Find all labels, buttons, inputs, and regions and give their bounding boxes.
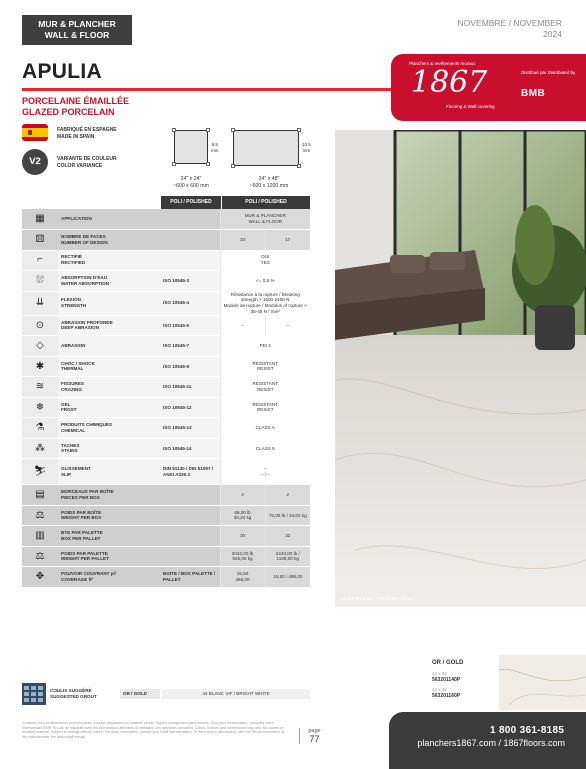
category-badge xyxy=(22,15,132,45)
spec-value-line: – xyxy=(241,322,244,328)
made-in-fr: FABRIQUÉ EN ESPAGNE xyxy=(57,127,117,133)
color-code: 563201140P xyxy=(432,677,461,683)
spec-label-en: RECTIFIED xyxy=(61,260,86,266)
spec-label-fr: GLISSEMENT xyxy=(61,465,91,471)
subtitle-fr: PORCELAINE ÉMAILLÉE xyxy=(22,96,130,106)
spec-value-line: PEI 4 xyxy=(259,343,271,349)
made-in-label xyxy=(57,127,117,140)
date-year: 2024 xyxy=(543,29,562,39)
spec-label xyxy=(58,356,160,377)
spec-value-line: YES xyxy=(260,260,270,266)
absorption-icon: ⛆ xyxy=(22,271,58,292)
spec-label-fr: BTE PAR PALETTE xyxy=(61,530,103,536)
room-photo xyxy=(335,130,586,607)
color-size: 24 x 48 xyxy=(432,687,447,692)
thickness-a-value: 9.5 xyxy=(211,142,218,147)
spec-standard xyxy=(160,250,220,271)
spec-value-line: 33 xyxy=(239,236,246,242)
spec-value-line: CLASS 5 xyxy=(255,445,275,451)
spec-label-fr: FISSURES xyxy=(61,381,84,387)
spec-label-fr: ABRASION PROFONDE xyxy=(61,319,113,325)
spec-label-fr: PRODUITS CHIMIQUES xyxy=(61,422,113,428)
spec-value xyxy=(220,209,310,230)
spec-standard: ISO 10545-6 xyxy=(160,315,220,336)
category-en: WALL & FLOOR xyxy=(44,30,110,40)
spec-standard: ISO 10545-14 xyxy=(160,438,220,459)
faces-icon: ⚄ xyxy=(22,230,58,251)
spec-label xyxy=(58,209,160,230)
spec-label xyxy=(58,230,160,251)
spec-value xyxy=(220,505,265,526)
brand-number: 1867 xyxy=(411,65,488,100)
spec-value-line: Résistance à la rupture / Breaking strength > 1600-2400 N xyxy=(230,291,300,303)
spec-standard xyxy=(160,209,220,230)
spec-row xyxy=(22,271,310,292)
spec-value-b: – xyxy=(265,315,310,336)
grout-label xyxy=(50,688,97,700)
spec-standard xyxy=(160,526,220,547)
spec-standard xyxy=(160,546,220,567)
spec-label-en: FROST xyxy=(61,407,77,413)
spec-label xyxy=(58,377,160,398)
spec-value-line: 66,00 lb xyxy=(234,509,251,515)
product-title: APULIA xyxy=(22,60,102,83)
spec-label-en: PIECES PER BOX xyxy=(61,494,100,500)
spec-label-fr: APPLICATION xyxy=(61,216,92,222)
spec-row xyxy=(22,291,310,315)
spec-value-line: CLASS A xyxy=(255,425,275,431)
spec-label-fr: POUVOIR COUVRANT pi² xyxy=(61,571,117,577)
dimension-a-in: 24" x 24" xyxy=(180,176,202,182)
spec-row xyxy=(22,230,310,251)
spec-value xyxy=(220,315,265,336)
spec-row xyxy=(22,438,310,459)
brand-distributed: Distribué par Distributed by xyxy=(521,70,576,75)
spec-label-fr: CHOC / SHOCK xyxy=(61,360,95,366)
dimension-a-mm: ~600 x 600 mm xyxy=(173,182,209,189)
dimension-b xyxy=(239,176,299,189)
spec-value xyxy=(220,485,265,506)
distributor-logo: BMB xyxy=(521,88,546,99)
spec-table xyxy=(22,209,310,588)
spec-row xyxy=(22,336,310,357)
spec-label xyxy=(58,336,160,357)
spec-label xyxy=(58,271,160,292)
stains-icon: ⁂ xyxy=(22,438,58,459)
spec-value-line: RESIST xyxy=(256,407,274,413)
spec-value-line: 465,00 xyxy=(235,576,250,582)
spec-label-fr: POIDS PAR PALETTE xyxy=(61,550,108,556)
abrasion-deep-icon: ⊙ xyxy=(22,315,58,336)
spec-row xyxy=(22,526,310,547)
grout-label-fr: COULIS SUGGÉRÉ xyxy=(50,688,92,693)
spec-row xyxy=(22,485,310,506)
spec-standard: DIN 51130 / DIN 51097 / ANSI A326.3 xyxy=(160,459,220,485)
coverage-icon: ✥ xyxy=(22,567,58,588)
spec-label-fr: ABRASION xyxy=(61,343,86,349)
spec-value-line: 15,50 xyxy=(236,571,249,577)
photo-caption: Apulia OR POLI / POLISHED GOLD xyxy=(341,596,414,601)
spec-row xyxy=(22,250,310,271)
brand-tagline-bottom: Flooring & Wall covering xyxy=(446,104,495,109)
spec-standard: ISO 10545-9 xyxy=(160,356,220,377)
box-pallet-icon: ▥ xyxy=(22,526,58,547)
made-in-en: MADE IN SPAIN xyxy=(57,133,95,140)
spec-value xyxy=(220,397,310,418)
spec-label-en: STRENGTH xyxy=(61,303,87,309)
spain-flag-icon xyxy=(22,124,48,141)
spec-value-line: 30 xyxy=(239,533,246,539)
finish-header-a: POLI / POLISHED xyxy=(161,196,221,209)
spec-label xyxy=(58,438,160,459)
spec-label-fr: FLEXION xyxy=(61,297,81,303)
weight-pallet-icon: ⚖ xyxy=(22,546,58,567)
spec-standard: ISO 10545-11 xyxy=(160,377,220,398)
spec-label-fr: NOMBRE DE FACES xyxy=(61,233,106,239)
spec-label-en: CRAZING xyxy=(61,386,82,392)
spec-value-line: RÉSISTANT xyxy=(252,401,278,407)
grout-row xyxy=(22,683,310,705)
pieces-box-icon: ▤ xyxy=(22,485,58,506)
flexion-icon: ⇊ xyxy=(22,291,58,315)
spec-label-fr: POIDS PAR BOÎTE xyxy=(61,509,102,515)
thickness-a xyxy=(211,142,219,153)
spec-row xyxy=(22,209,310,230)
website-links[interactable]: planchers1867.com / 1867floors.com xyxy=(417,738,565,748)
spec-row xyxy=(22,459,310,485)
spec-value xyxy=(220,459,310,485)
rectified-icon: ⌐ xyxy=(22,250,58,271)
spec-row xyxy=(22,377,310,398)
spec-value-line: 2042,00 lb xyxy=(231,550,254,556)
spec-value xyxy=(220,336,310,357)
finish-header-b: POLI / POLISHED xyxy=(222,196,310,209)
spec-label-en: STAINS xyxy=(61,448,78,454)
dimension-b-in: 24" x 48" xyxy=(258,176,280,182)
spec-label-en: WEIGHT PER BOX xyxy=(61,515,102,521)
spec-label xyxy=(58,315,160,336)
spec-value xyxy=(220,438,310,459)
disclaimer: Couleurs, finis et dimensions peuvent varier. Aucune déclaration ou matériel vendu. Sujet à changement sans préavis. Pour plus d'information, consultez votre représentant BMB. En cas de disparité avec les informations affichées du fabricant, ces dernières prévalent. Colors, finishes and dimensions may vary. No claims on installed material. Subject to change without notice. For more information, consult your BMB representative. In the event of discrepancy with the official information of the manufacturer, the latter shall prevail. xyxy=(22,721,285,739)
color-item xyxy=(432,687,460,699)
spec-label-fr: TACHES xyxy=(61,442,80,448)
spec-label-en: THERMAL xyxy=(61,366,84,372)
spec-label-fr: GEL xyxy=(61,401,71,407)
spec-value-b: 2 xyxy=(265,485,310,506)
spec-value-line: – / – xyxy=(260,471,270,477)
date-month: NOVEMBRE / NOVEMBER xyxy=(457,18,562,28)
spec-label-fr: ABSORPTION D'EAU xyxy=(61,274,108,280)
spec-value xyxy=(220,230,265,251)
spec-label xyxy=(58,250,160,271)
spec-row xyxy=(22,505,310,526)
thickness-b-value: 10.5 xyxy=(302,142,311,147)
spec-value xyxy=(220,526,265,547)
spec-label xyxy=(58,505,160,526)
spec-standard: ISO 10545-7 xyxy=(160,336,220,357)
spec-label-fr: MORCEAUX PAR BOÎTE xyxy=(61,489,114,495)
spec-standard: ISO 10545-12 xyxy=(160,397,220,418)
spec-label xyxy=(58,291,160,315)
color-item xyxy=(432,671,460,683)
spec-value-b: 17 xyxy=(265,230,310,251)
color-size: 24 x 24 xyxy=(432,671,447,676)
spec-value-line: OUI xyxy=(261,254,270,260)
grout-color: OR / GOLD xyxy=(120,689,160,699)
variance-label xyxy=(57,156,117,169)
spec-value-line: Module de rupture / Modulus of rupture > 35-45 N / mm² xyxy=(223,303,307,314)
spec-label-en: SLIP xyxy=(61,471,72,477)
spec-value-line: RÉSISTANT xyxy=(252,381,278,387)
spec-value-line: – xyxy=(263,465,267,471)
spec-standard: ISO 10545-13 xyxy=(160,418,220,439)
spec-value xyxy=(220,546,265,567)
dimension-a xyxy=(161,176,221,189)
spec-label xyxy=(58,567,160,588)
product-subtitle xyxy=(22,96,129,117)
spec-row xyxy=(22,546,310,567)
tile-size-24x48-icon xyxy=(233,130,299,166)
spec-row xyxy=(22,418,310,439)
page-label: page xyxy=(308,728,321,734)
spec-standard: ISO 10545-4 xyxy=(160,291,220,315)
color-name: OR / GOLD xyxy=(432,660,464,666)
spec-label-en: WEIGHT PER PALLET xyxy=(61,556,109,562)
spec-label-fr: RECTIFIÉ xyxy=(61,254,82,260)
spec-label xyxy=(58,459,160,485)
spec-label-en: WATER ABSORPTION xyxy=(61,280,109,286)
subtitle-en: GLAZED PORCELAIN xyxy=(22,106,115,117)
brand-logo xyxy=(391,54,586,121)
spec-row xyxy=(22,356,310,377)
phone-number[interactable]: 1 800 361-8185 xyxy=(490,725,565,736)
thickness-a-unit: mm xyxy=(211,147,219,153)
spec-row xyxy=(22,567,310,588)
grout-icon xyxy=(22,683,46,705)
spec-value-line: 926,00 kg xyxy=(232,556,253,562)
spec-label xyxy=(58,418,160,439)
room-photo-illustration xyxy=(335,130,586,607)
spec-label xyxy=(58,526,160,547)
spec-value xyxy=(220,291,310,315)
spec-value xyxy=(220,377,310,398)
spec-label-en: NUMBER OF DESIGN xyxy=(61,239,108,245)
spec-value-line: 4 xyxy=(241,492,244,498)
spec-value xyxy=(220,271,310,292)
crazing-icon: ≋ xyxy=(22,377,58,398)
tile-size-24x24-icon xyxy=(174,130,208,164)
spec-value-b: 75,00 lb / 34,00 kg xyxy=(265,505,310,526)
spec-standard: BOITE / BOX PALETTE / PALLET xyxy=(160,567,220,588)
spec-standard xyxy=(160,505,220,526)
frost-icon: ❄ xyxy=(22,397,58,418)
variance-fr: VARIANTE DE COULEUR xyxy=(57,156,117,162)
spec-standard xyxy=(160,230,220,251)
spec-value xyxy=(220,567,265,588)
application-icon: ▦ xyxy=(22,209,58,230)
chemicals-icon: ⚗ xyxy=(22,418,58,439)
dimension-b-mm: ~600 x 1200 mm xyxy=(249,182,289,189)
spec-label-en: BOX PER PALLET xyxy=(61,535,101,541)
spec-value-line: <= 0,5 % xyxy=(256,277,275,283)
grout-value: 44 BLANC VIF / BRIGHT WHITE xyxy=(162,689,310,699)
thermal-shock-icon: ✱ xyxy=(22,356,58,377)
spec-value-b: 2443,00 lb / 1108,00 kg xyxy=(265,546,310,567)
spec-value-b: 15,50 / 496,00 xyxy=(265,567,310,588)
spec-value-b: 32 xyxy=(265,526,310,547)
spec-label-en: COVERAGE ft² xyxy=(61,576,94,582)
spec-label xyxy=(58,546,160,567)
spec-value-line: MUR & PLANCHER xyxy=(244,213,286,219)
thickness-b xyxy=(302,142,311,153)
spec-value xyxy=(220,250,310,271)
variance-badge: V2 xyxy=(22,149,48,175)
brand-tagline-top: Planchers & revêtements muraux xyxy=(409,61,476,66)
date-label xyxy=(430,18,562,40)
thickness-b-unit: mm xyxy=(302,147,311,153)
spec-label xyxy=(58,485,160,506)
page-value: 77 xyxy=(309,734,320,744)
spec-standard xyxy=(160,485,220,506)
spec-value-line: RESIST xyxy=(256,366,274,372)
spec-label-en: DEEP ABRASION xyxy=(61,325,100,331)
slip-icon: ⛷ xyxy=(22,459,58,485)
marble-swatch-illustration xyxy=(499,655,586,710)
spec-value xyxy=(220,356,310,377)
abrasion-icon: ◇ xyxy=(22,336,58,357)
spec-row xyxy=(22,397,310,418)
spec-row xyxy=(22,315,310,336)
category-fr: MUR & PLANCHER xyxy=(38,19,116,29)
spec-label xyxy=(58,397,160,418)
variance-en: COLOR VARIANCE xyxy=(57,162,103,169)
spec-value-line: RESIST xyxy=(256,386,274,392)
spec-value-line: 30,20 kg xyxy=(233,515,252,521)
page-number xyxy=(299,728,329,744)
spec-value-line: RÉSISTANT xyxy=(252,360,278,366)
color-code: 563201160P xyxy=(432,693,461,699)
spec-standard: ISO 10545-3 xyxy=(160,271,220,292)
spec-value xyxy=(220,418,310,439)
weight-box-icon: ⚖ xyxy=(22,505,58,526)
spec-value-line: WALL & FLOOR xyxy=(248,219,283,224)
spec-label-en: CHEMICAL xyxy=(61,427,86,433)
grout-label-en: SUGGESTED GROUT xyxy=(50,693,97,699)
color-swatch xyxy=(499,655,586,710)
